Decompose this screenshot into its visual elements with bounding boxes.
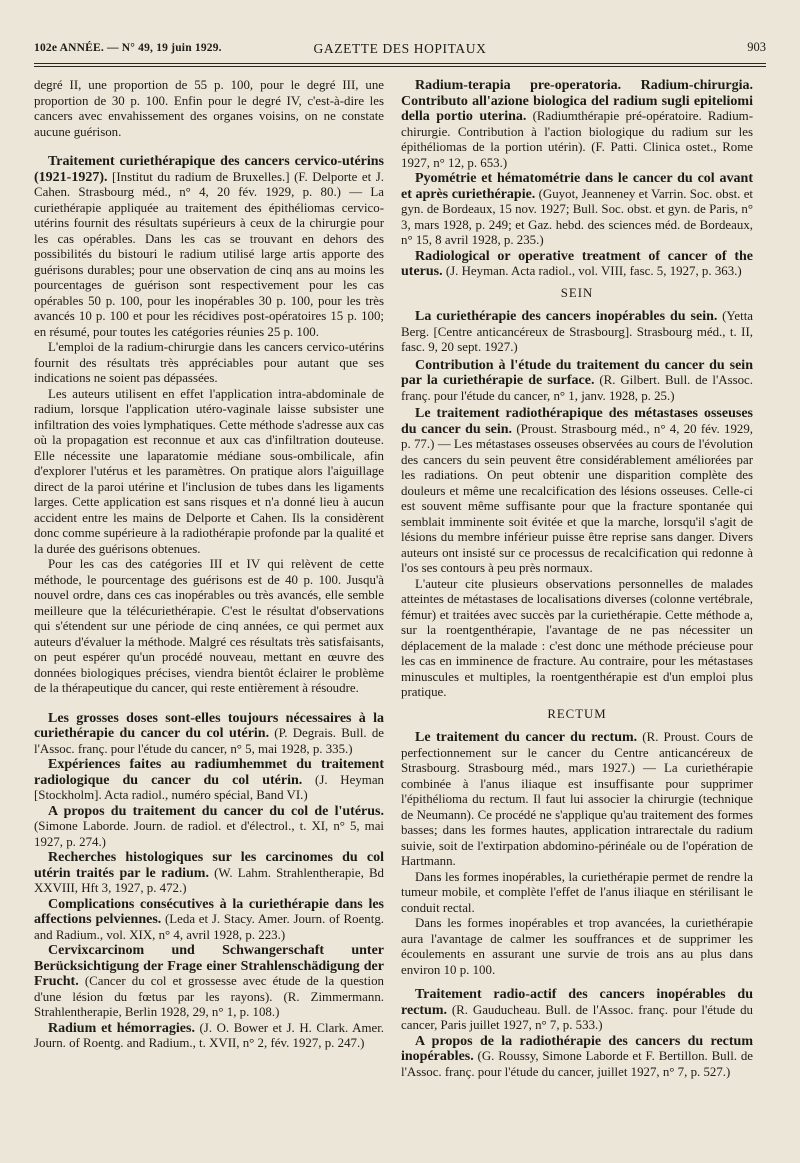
article-entry xyxy=(401,406,753,577)
right-column xyxy=(401,78,753,1080)
article-title: Recherches histologiques sur les carcinomes du col utérin traités par le radium. xyxy=(34,850,384,881)
article-title: Complications consécutives à la curiethérapie dans les affections pelviennes. xyxy=(34,896,384,927)
article-title: Pyométrie et hématométrie dans le cancer du col avant et après curiethérapie. xyxy=(401,171,753,202)
journal-title: GAZETTE DES HOPITAUX xyxy=(313,41,487,56)
article-title: Radiological or operative treatment of cancer of the uterus. xyxy=(401,248,753,279)
article-entry xyxy=(34,711,384,758)
article-reference: (Guyot, Jeanneney et Varrin. Soc. obst. et gyn. de Bordeaux, 15 nov. 1927; Bull. Soc. obst. et gyn. de Paris, n° 3, mars 1928, p. 249; et Gaz. hebd. des sciences méd. de Bordeaux, n° 15, 8 avril 1928, p. 235.) xyxy=(401,186,754,247)
article-title: Traitement curiethérapique des cancers cervico-utérins (1921-1927). xyxy=(34,154,384,185)
article-title: Radium-terapia pre-operatoria. Radium-chirurgia. Contributo all'azione biologica del radium sugli epiteliomi della portio uterina. xyxy=(401,78,753,124)
paragraph: Dans les formes inopérables et trop avancées, la curiethérapie aura l'avantage de calmer les souffrances et de supprimer les écoulements en assurant une survie de trois ans au plus dans environ 10 p. 100. xyxy=(401,916,753,977)
article-reference: (P. Degrais. Bull. de l'Assoc. franç. pour l'étude du cancer, n° 5, mai 1928, p. 335.) xyxy=(34,726,384,756)
paragraph: degré II, une proportion de 55 p. 100, pour le degré III, une proportion de 30 p. 100. Enfin pour le degré IV, c'est-à-dire les cancers avec envahissement des organes voisins, on ne constate aucune guérison. xyxy=(34,78,384,139)
article-reference: (Radiumthérapie pré-opératoire. Radium-chirurgie. Contribution à l'action biologique du radium sur les épithéliomas de la portion utérin). (F. Patti. Clinica ostet., Rome 1927, n° 12, p. 653.) xyxy=(401,109,754,170)
article-title: Radium et hémorragies. xyxy=(48,1020,195,1036)
article-reference: (Proust. Strasbourg méd., n° 4, 20 fév. 1929, p. 77.) — Les métastases osseuses observées au cours de l'évolution des cancers du sein peuvent être considérablement améliorées par les radiations. On peut obtenir une disparition complète des douleurs et même une recalcification des lésions osseuses. Celle-ci est souvent même suffisante pour que la fracture spontanée qui semblait imminente soit évitée et que la marche, lorsqu'il s'agit de lésions du membre inférieur puisse être reprise sans danger. Divers auteurs ont insisté sur ce processus de recalcification qui redonne à l'os ses contours à peu près normaux. xyxy=(401,421,754,575)
paragraph: Dans les formes inopérables, la curiethérapie permet de rendre la tumeur mobile, et complète l'effet de l'anus iliaque en stérilisant le conduit rectal. xyxy=(401,869,753,915)
section-heading-rectum: RECTUM xyxy=(547,706,607,721)
article-reference: (R. Proust. Cours de perfectionnement sur le cancer du Centre anticancéreux de Strasbourg. Strasbourg méd., mars 1927.) — La curiethérapie combinée à l'anus iliaque est insuffisante pour supprimer l'épithélioma du rectum. Il faut lui associer la chirurgie (technique de Neumann). Ce procédé ne s'applique qu'au traitement des formes basses; dans les formes hautes, application intrarectale du radium suivie, soit de l'extirpation abdomino-périnéale ou de l'opération de Hartmann. xyxy=(401,730,753,868)
running-header xyxy=(34,36,766,62)
article-reference: (Simone Laborde. Journ. de radiol. et d'électrol., t. XI, n° 5, mai 1927, p. 274.) xyxy=(34,819,384,849)
article-entry xyxy=(34,757,384,804)
article-title: Traitement radio-actif des cancers inopérables du rectum. xyxy=(401,987,753,1018)
article-entry xyxy=(401,309,753,356)
section-heading-sein: SEIN xyxy=(560,285,594,300)
article-entry xyxy=(401,987,753,1034)
article-reference: [Institut du radium de Bruxelles.] (F. Delporte et J. Cahen. Strasbourg méd., n° 4, 20 fév. 1929, p. 80.) — La curiethérapie appliquée au traitement des épithéliomas cervico-utérins fournit des résultats supérieurs à ceux de la chirurgie pour les cas opérables. Dans les cas se trouvant en dehors des possibilités du bistouri le radium utilisé large artis apporte des guérisons durables; pour une observation de cinq ans au moins les pourcentages de guérison sont respectivement pour les cas opérables 50 p. 100, pour les inopérables 30 p. 100, pour les très avancés 10 p. 100 et pour les récidives post-opératoires 15 p. 100; en résumé, pour toutes les catégories réunies 25 p. 100. xyxy=(34,169,384,339)
article-reference: (R. Gauducheau. Bull. de l'Assoc. franç. pour l'étude du cancer, Paris juillet 1927, n° 7, p. 533.) xyxy=(401,1002,753,1032)
article-reference: (J. O. Bower et J. H. Clark. Amer. Journ. of Roentg. and Radium., t. XVII, n° 2, fév. 1927, p. 247.) xyxy=(34,1020,384,1050)
article-title: Cervixcarcinom und Schwangerschaft unter Berücksichtigung der Frage einer Strahlenschädigung der Frucht. xyxy=(34,943,384,989)
article-entry xyxy=(401,358,753,405)
left-column xyxy=(34,78,384,1052)
article-title: La curiethérapie des cancers inopérables du sein. xyxy=(415,309,718,324)
article-entry xyxy=(34,943,384,1021)
header-rule-thin xyxy=(34,66,766,67)
article-entry xyxy=(401,171,753,249)
article-reference: (Cancer du col et grossesse avec étude de la question d'une lésion du fœtus par les rayons). (R. Zimmermann. Strahlentherapie, Berlin 1928, 29, n° 1, p. 108.) xyxy=(34,974,384,1019)
page-number: 903 xyxy=(747,40,766,54)
article-title: Expériences faites au radiumhemmet du traitement radiologique du cancer du col utérin. xyxy=(34,757,384,788)
article-reference: (W. Lahm. Strahlentherapie, Bd XXVIII, Hft 3, 1927, p. 472.) xyxy=(34,865,384,895)
paragraph: Les auteurs utilisent en effet l'application intra-abdominale de radium, lorsque l'application utéro-vaginale laisse subsister une infiltration des voies lymphatiques. Cette méthode s'adresse aux cas où la propagation est reconnue et aux cas d'infiltration douteuse. Elle nécessite une laparatomie médiane sous-ombilicale, afin d'explorer l'utérus et les paramètres. On pratique alors l'aiguillage direct de la paroi utérine et l'inclusion de tubes dans les ligaments larges. Cette application est sans risques et n'a donné lieu à aucun accident entre les mains de Delporte et Cahen. Ils la considèrent donc comme supérieure à la radiothérapie profonde par la qualité et la durée des guérisons obtenues. xyxy=(34,386,384,556)
paragraph: L'emploi de la radium-chirurgie dans les cancers cervico-utérins fournit des résultats très appréciables pour autant que ses indications ne soient pas dépassées. xyxy=(34,340,384,385)
article-reference: (Yetta Berg. [Centre anticancéreux de Strasbourg]. Strasbourg méd., t. II, fasc. 9, 20 sept. 1927.) xyxy=(401,309,753,354)
article-reference: (R. Gilbert. Bull. de l'Assoc. franç. pour l'étude du cancer, n° 1, janv. 1928, p. 25.) xyxy=(401,373,753,403)
article-entry xyxy=(34,1021,384,1052)
article-entry xyxy=(401,249,753,280)
article-title: A propos du traitement du cancer du col de l'utérus. xyxy=(48,803,384,819)
article-entry xyxy=(34,850,384,897)
article-title: A propos de la radiothérapie des cancers du rectum inopérables. xyxy=(401,1033,753,1064)
article-entry xyxy=(401,78,753,171)
paragraph: Pour les cas des catégories III et IV qui relèvent de cette méthode, le pourcentage des guérisons est de 40 p. 100. Jusqu'à nouvel ordre, dans ces cas inopérables ou très avancés, elle semble meilleure que la télécuriethérapie. C'est le résultat d'observations qui s'étendent sur une période de cinq années, ce qui permet aux auteurs d'évaluer la méthode. Malgré ces résultats très satisfaisants, on peut espérer qu'un procédé nouveau, mettant en œuvre des données biologiques précises, viendra bientôt éclairer le problème de la thérapeutique du cancer, qui reste entièrement à résoudre. xyxy=(34,557,384,695)
article-entry xyxy=(34,154,384,340)
article-title: Le traitement du cancer du rectum. xyxy=(415,730,638,745)
article-entry xyxy=(34,897,384,944)
issue-info: 102e ANNÉE. — N° 49, 19 juin 1929. xyxy=(34,42,222,54)
header-rule xyxy=(34,63,766,64)
article-entry xyxy=(34,804,384,851)
article-title: Les grosses doses sont-elles toujours nécessaires à la curiethérapie du cancer du col utérin. xyxy=(34,710,384,741)
article-reference: (J. Heyman [Stockholm]. Acta radiol., numéro spécial, Band VI.) xyxy=(34,772,384,802)
article-entry xyxy=(401,730,753,870)
article-reference: (J. Heyman. Acta radiol., vol. VIII, fasc. 5, 1927, p. 363.) xyxy=(442,264,742,278)
article-title: Le traitement radiothérapique des métastases osseuses du cancer du sein. xyxy=(401,406,753,437)
article-entry xyxy=(401,1034,753,1081)
article-reference: (Leda et J. Stacy. Amer. Journ. of Roentg. and Radium., vol. XIX, n° 4, avril 1928, p. 223.) xyxy=(34,912,384,942)
article-title: Contribution à l'étude du traitement du cancer du sein par la curiethérapie de surface. xyxy=(401,357,753,388)
paragraph: L'auteur cite plusieurs observations personnelles de malades atteintes de métastases de localisations diverses (colonne vertébrale, fémur) et traitées avec succès par la curiethérapie. Cette méthode a, sur la roentgenthérapie, l'avantage de ne pas nécessiter un déplacement de la malade : c'est donc une méthode précieuse pour les cas en imminence de fracture. Au contraire, pour les métastases minuscules et multiples, la roentgenthérapie est d'un emploi plus pratique. xyxy=(401,576,753,699)
article-reference: (G. Roussy, Simone Laborde et F. Bertillon. Bull. de l'Assoc. franç. pour l'étude du cancer, juillet 1927, n° 7, p. 527.) xyxy=(401,1049,753,1079)
